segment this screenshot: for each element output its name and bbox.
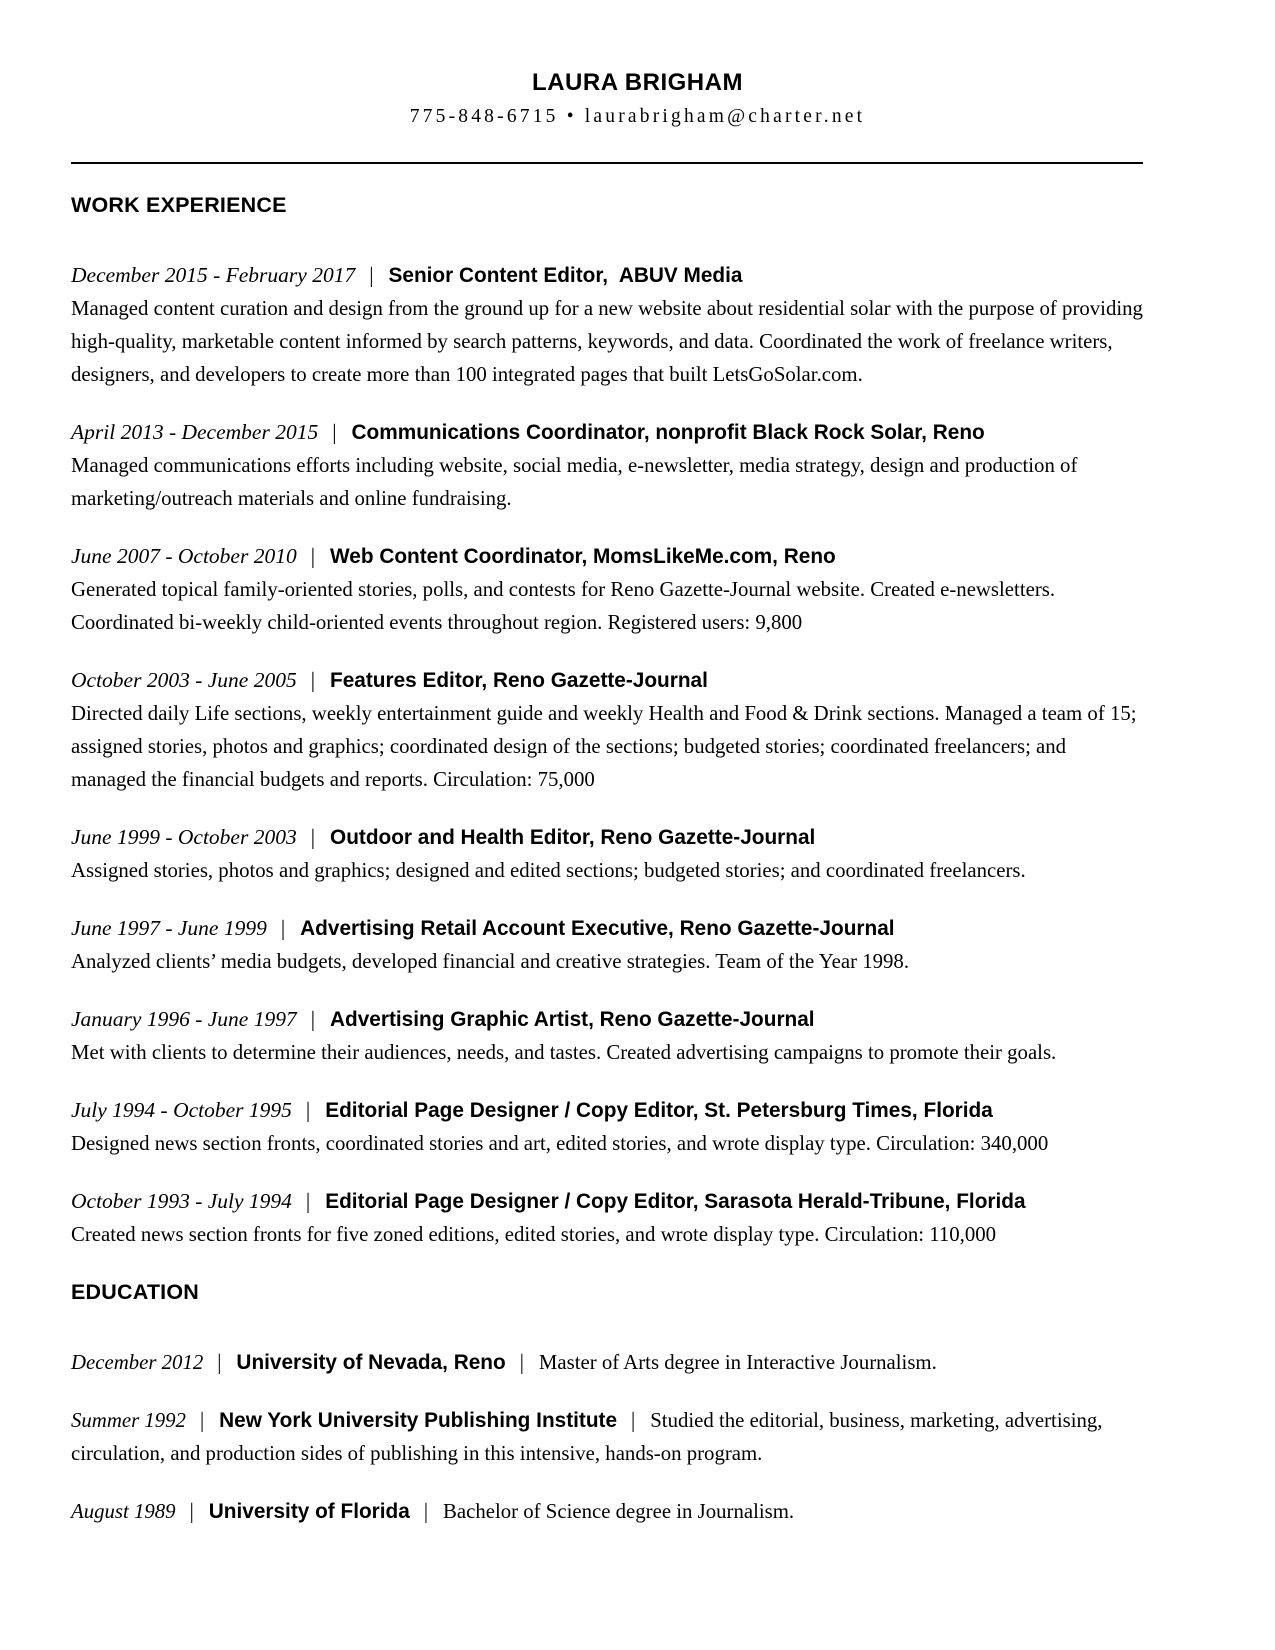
education-entry [71, 1495, 1143, 1528]
person-name: LAURA BRIGHAM [532, 69, 743, 96]
education-entry-line [71, 1495, 1143, 1528]
work-entry-description: Analyzed clients’ media budgets, developed financial and creative strategies. Team of the Year 1998. [71, 950, 910, 973]
work-entry-heading [71, 259, 1143, 292]
work-entry [71, 664, 1143, 796]
separator-pipe: | [305, 1097, 311, 1123]
education-entry-line [71, 1404, 1143, 1470]
education-entry [71, 1404, 1143, 1470]
education-section [71, 1346, 1143, 1528]
education-institution: New York University Publishing Institute [219, 1409, 618, 1432]
work-entry-description: Managed content curation and design from the ground up for a new website about residential solar with the purpose of providing high-quality, marketable content informed by search patterns, keywords, and data. Coordinated the work of freelance writers, designers, and developers to create more than 100 integrated pages that built LetsGoSolar.com. [71, 297, 1143, 386]
education-description: Bachelor of Science degree in Journalism. [443, 1500, 795, 1523]
work-entry-title: Advertising Graphic Artist, Reno Gazette-Journal [330, 1008, 815, 1031]
section-title-work-experience: WORK EXPERIENCE [71, 193, 287, 217]
work-entry-description: Designed news section fronts, coordinated stories and art, edited stories, and wrote display type. Circulation: 340,000 [71, 1132, 1049, 1155]
separator-pipe: | [631, 1408, 636, 1433]
header-divider [71, 162, 1143, 164]
work-entry [71, 1185, 1143, 1251]
work-entry-dates: April 2013 - December 2015 [71, 420, 319, 444]
work-entry-title: Editorial Page Designer / Copy Editor, Sarasota Herald-Tribune, Florida [325, 1190, 1026, 1213]
separator-pipe: | [189, 1499, 194, 1524]
education-entry [71, 1346, 1143, 1379]
separator-pipe: | [519, 1350, 524, 1375]
separator-pipe: | [310, 543, 316, 569]
education-description: Studied the editorial, business, marketing, advertising, circulation, and production sides of publishing in this intensive, hands-on program. [71, 1409, 1103, 1465]
contact-line: 775-848-6715 • laurabrigham@charter.net [409, 106, 866, 127]
work-entry-title: Communications Coordinator, nonprofit Black Rock Solar, Reno [351, 421, 985, 444]
work-entry-dates: December 2015 - February 2017 [71, 263, 356, 287]
work-entry-description: Met with clients to determine their audiences, needs, and tastes. Created advertising campaigns to promote their goals. [71, 1041, 1057, 1064]
work-entry-heading [71, 540, 1143, 573]
separator-pipe: | [199, 1408, 205, 1433]
resume-header [0, 68, 1275, 132]
separator-pipe: | [217, 1350, 222, 1375]
work-entry-dates: June 1997 - June 1999 [71, 916, 267, 940]
work-entry-dates: October 1993 - July 1994 [71, 1189, 292, 1213]
work-entry-heading [71, 416, 1143, 449]
work-entry-heading [71, 821, 1143, 854]
work-entry-description: Directed daily Life sections, weekly entertainment guide and weekly Health and Food & Drink sections. Managed a team of 15; assigned stories, photos and graphics; coordinated design of the sections; budgeted stories; coordinated freelancers; and managed the financial budgets and reports. Circulation: 75,000 [71, 702, 1137, 791]
work-entry-title: Senior Content Editor, ABUV Media [388, 264, 743, 287]
work-entry-title: Editorial Page Designer / Copy Editor, St. Petersburg Times, Florida [325, 1099, 993, 1122]
education-description: Master of Arts degree in Interactive Journalism. [538, 1351, 937, 1374]
education-institution: University of Nevada, Reno [236, 1351, 506, 1374]
education-entry-dates: August 1989 [71, 1500, 176, 1523]
separator-pipe: | [369, 262, 374, 288]
work-entry-dates: October 2003 - June 2005 [71, 668, 297, 692]
work-entry [71, 416, 1143, 515]
education-entry-dates: December 2012 [71, 1351, 204, 1374]
work-entry [71, 821, 1143, 887]
education-institution: University of Florida [208, 1500, 410, 1523]
work-entry [71, 1003, 1143, 1069]
work-entry-title: Outdoor and Health Editor, Reno Gazette-Journal [330, 826, 816, 849]
separator-pipe: | [310, 1006, 316, 1032]
education-entry-line [71, 1346, 1143, 1379]
work-entry-dates: June 2007 - October 2010 [71, 544, 297, 568]
work-entry-heading [71, 1185, 1143, 1218]
work-entry-dates: January 1996 - June 1997 [71, 1007, 297, 1031]
work-experience-section [71, 259, 1143, 1251]
work-entry-heading [71, 1003, 1143, 1036]
separator-pipe: | [310, 824, 316, 850]
separator-pipe: | [280, 915, 286, 941]
separator-pipe: | [423, 1499, 428, 1524]
work-entry-description: Assigned stories, photos and graphics; designed and edited sections; budgeted stories; and coordinated freelancers. [71, 859, 1026, 882]
work-entry-title: Features Editor, Reno Gazette-Journal [330, 669, 708, 692]
work-entry [71, 259, 1143, 391]
separator-pipe: | [332, 419, 337, 445]
work-entry-title: Advertising Retail Account Executive, Reno Gazette-Journal [300, 917, 895, 940]
work-entry [71, 912, 1143, 978]
section-title-education: EDUCATION [71, 1280, 200, 1304]
work-entry-description: Managed communications efforts including website, social media, e-newsletter, media strategy, design and production of marketing/outreach materials and online fundraising. [71, 454, 1078, 510]
work-entry-dates: June 1999 - October 2003 [71, 825, 297, 849]
work-entry-heading [71, 664, 1143, 697]
work-entry-title: Web Content Coordinator, MomsLikeMe.com, Reno [330, 545, 836, 568]
work-entry [71, 1094, 1143, 1160]
work-entry-dates: July 1994 - October 1995 [71, 1098, 292, 1122]
separator-pipe: | [310, 667, 316, 693]
resume-content [71, 162, 1143, 1528]
separator-pipe: | [305, 1188, 311, 1214]
work-entry-heading [71, 912, 1143, 945]
work-entry-description: Generated topical family-oriented stories, polls, and contests for Reno Gazette-Journal website. Created e-newsletters. Coordinated bi-weekly child-oriented events throughout region. Registered users: 9,800 [71, 578, 1056, 634]
work-entry [71, 540, 1143, 639]
work-entry-heading [71, 1094, 1143, 1127]
work-entry-description: Created news section fronts for five zoned editions, edited stories, and wrote display type. Circulation: 110,000 [71, 1223, 997, 1246]
education-entry-dates: Summer 1992 [71, 1409, 186, 1432]
